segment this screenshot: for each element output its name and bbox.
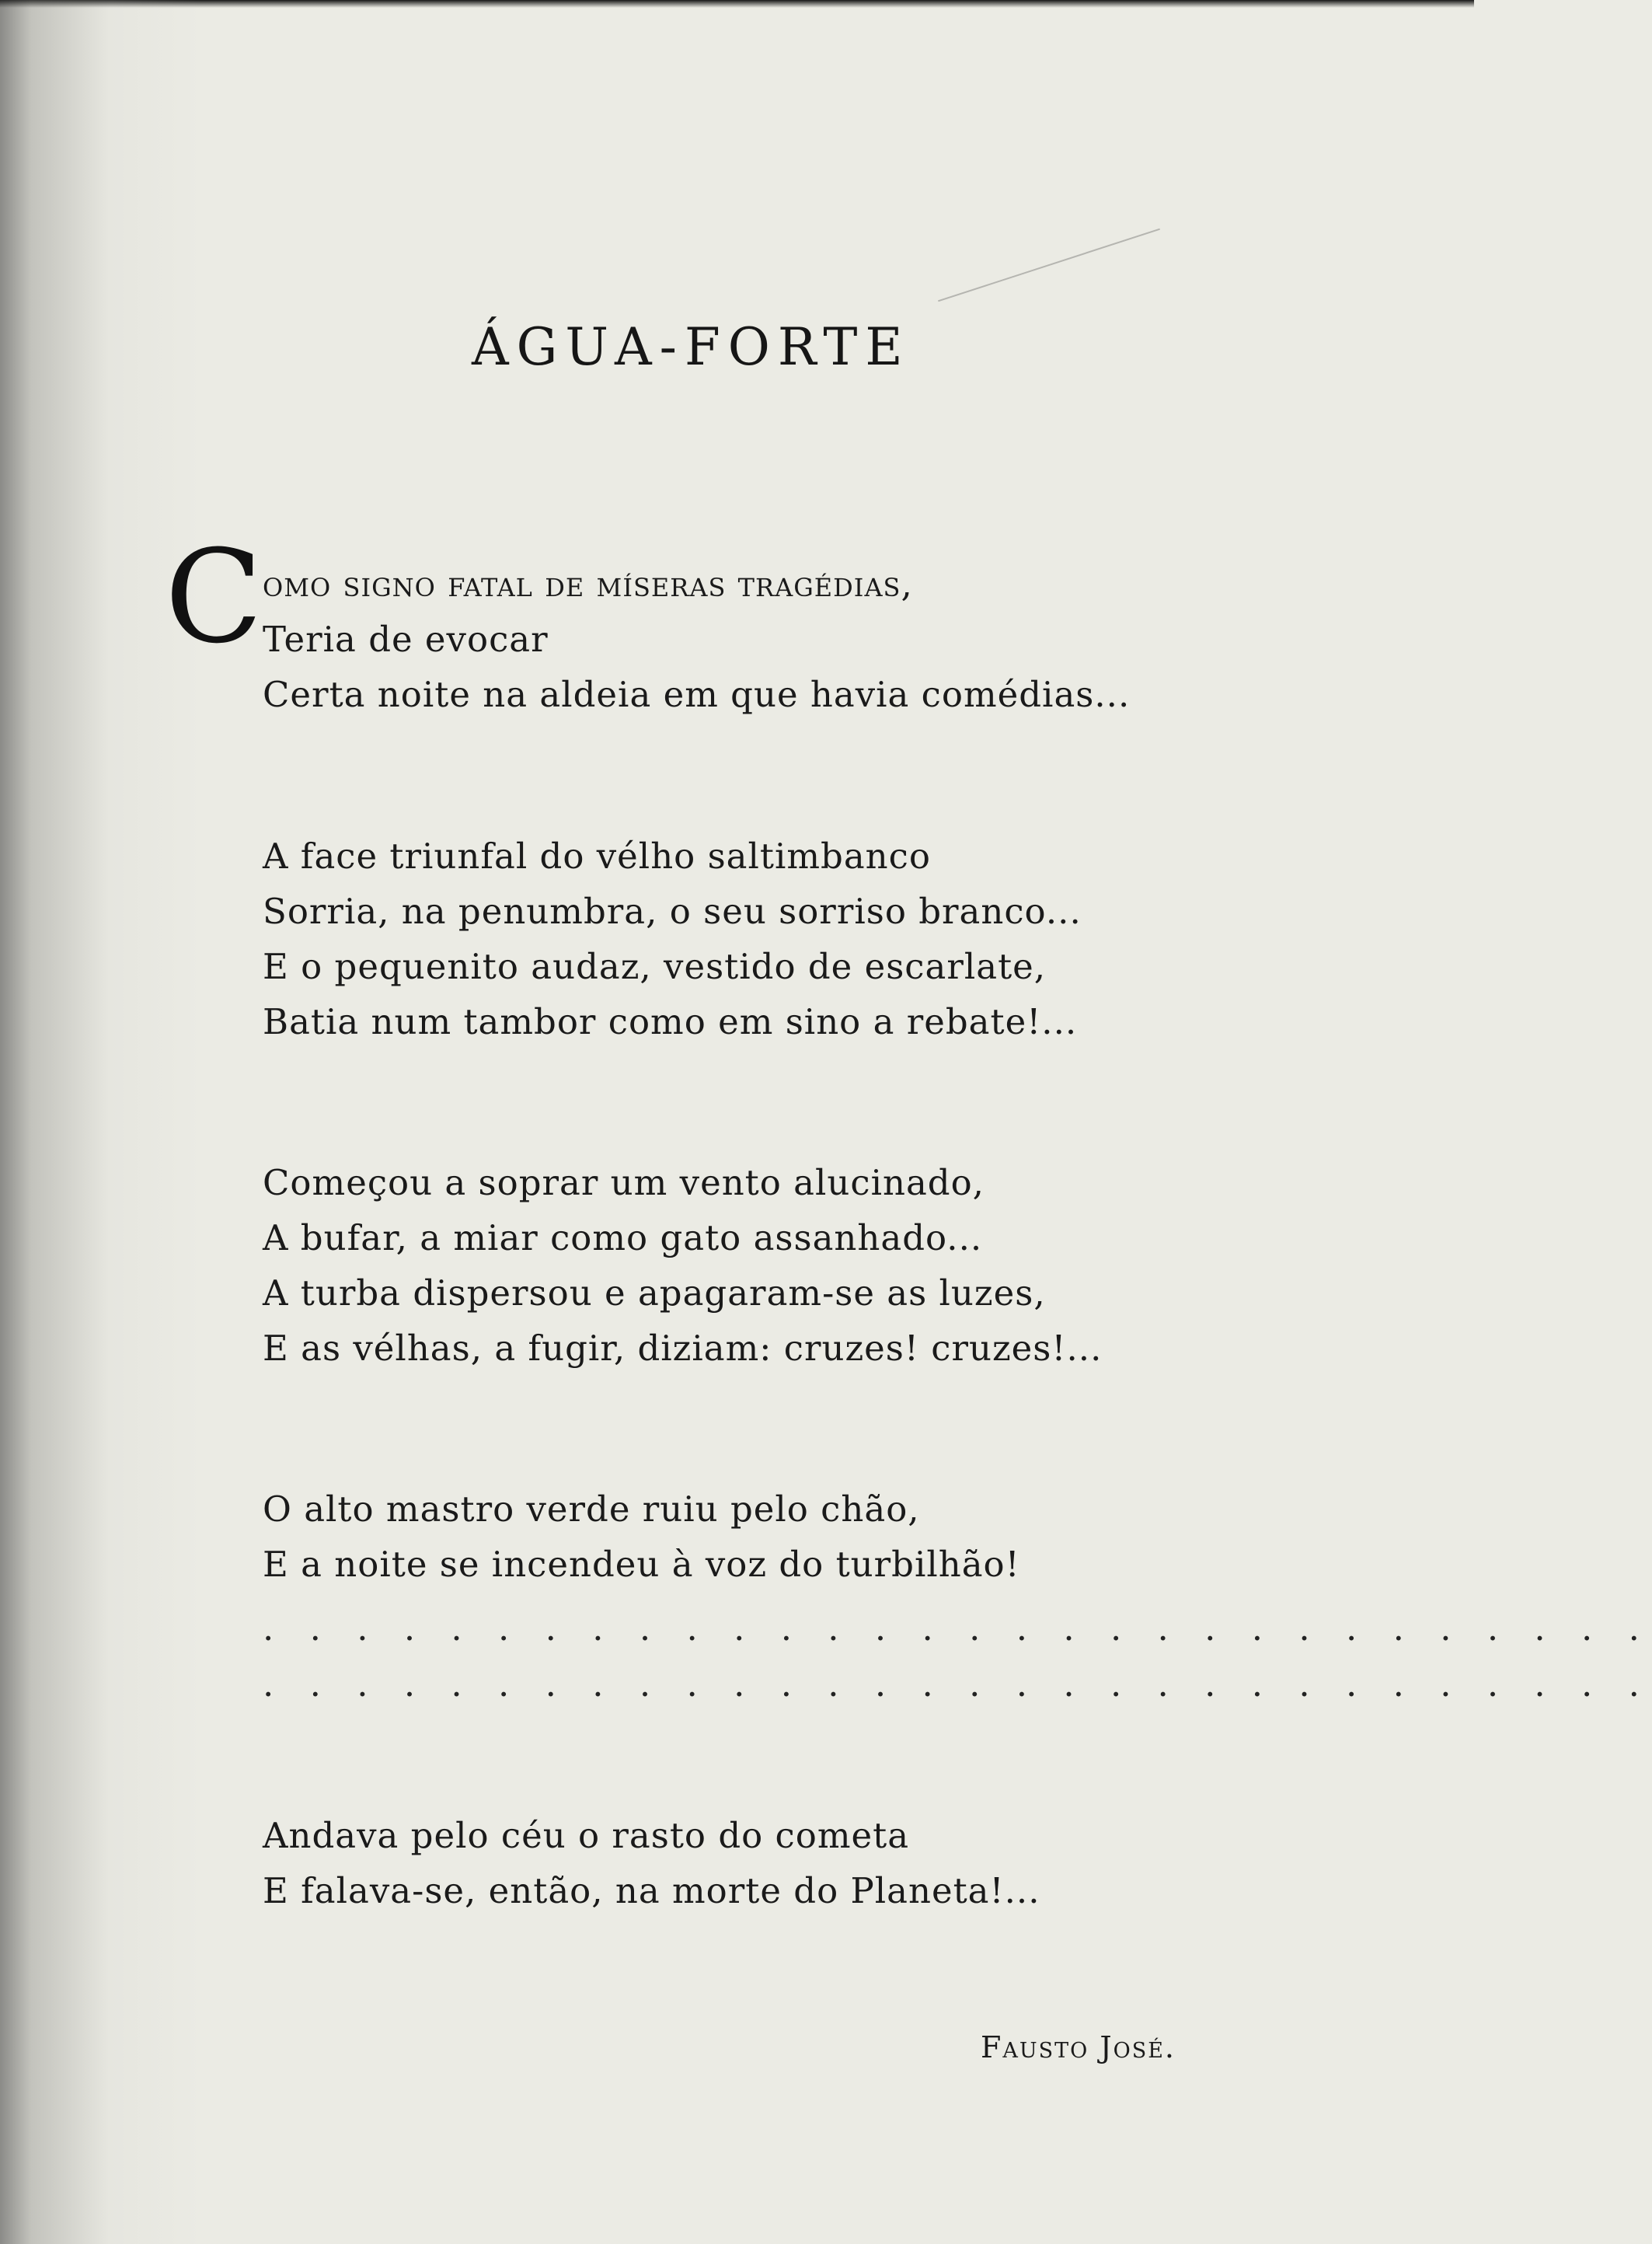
poem-line: Começou a soprar um vento alucinado, <box>263 1162 985 1203</box>
ellipsis-row: . . . . . . . . . . . . . . . . . . . . . . . . . . . . . . <box>263 1663 1652 1705</box>
poem-line: Certa noite na aldeia em que havia comédias... <box>263 674 1131 715</box>
poem-line: E a noite se incendeu à voz do turbilhão! <box>263 1544 1020 1585</box>
poem-line: Andava pelo céu o rasto do cometa <box>263 1815 910 1856</box>
poem-line: Teria de evocar <box>263 619 549 660</box>
poem-line: O alto mastro verde ruiu pelo chão, <box>263 1488 920 1530</box>
drop-cap: C <box>165 522 263 672</box>
ellipsis-row: . . . . . . . . . . . . . . . . . . . . . . . . . . . . . . <box>263 1607 1652 1649</box>
stanza-2 <box>263 829 1082 1049</box>
author-signature: Fausto José. <box>981 2030 1176 2064</box>
poem-line: A turba dispersou e apagaram-se as luzes, <box>263 1272 1046 1314</box>
stanza-5 <box>263 1808 1040 1918</box>
poem-line: E o pequenito audaz, vestido de escarlate, <box>263 946 1047 987</box>
poem-line: A bufar, a miar como gato assanhado... <box>263 1217 983 1258</box>
poem-line: omo signo fatal de míseras tragédias, <box>263 564 913 605</box>
poem-line: E as vélhas, a fugir, diziam: cruzes! cruzes!... <box>263 1328 1103 1369</box>
poem-line: Batia num tambor como em sino a rebate!... <box>263 1001 1078 1042</box>
poem-title: ÁGUA-FORTE <box>472 317 911 377</box>
poem-line: E falava-se, então, na morte do Planeta!... <box>263 1870 1040 1911</box>
stanza-4 <box>263 1481 1020 1592</box>
stanza-1 <box>263 557 1130 722</box>
poem-line: Sorria, na penumbra, o seu sorriso branco... <box>263 891 1082 932</box>
stanza-3 <box>263 1155 1102 1376</box>
poem-line: A face triunfal do vélho saltimbanco <box>263 836 931 877</box>
